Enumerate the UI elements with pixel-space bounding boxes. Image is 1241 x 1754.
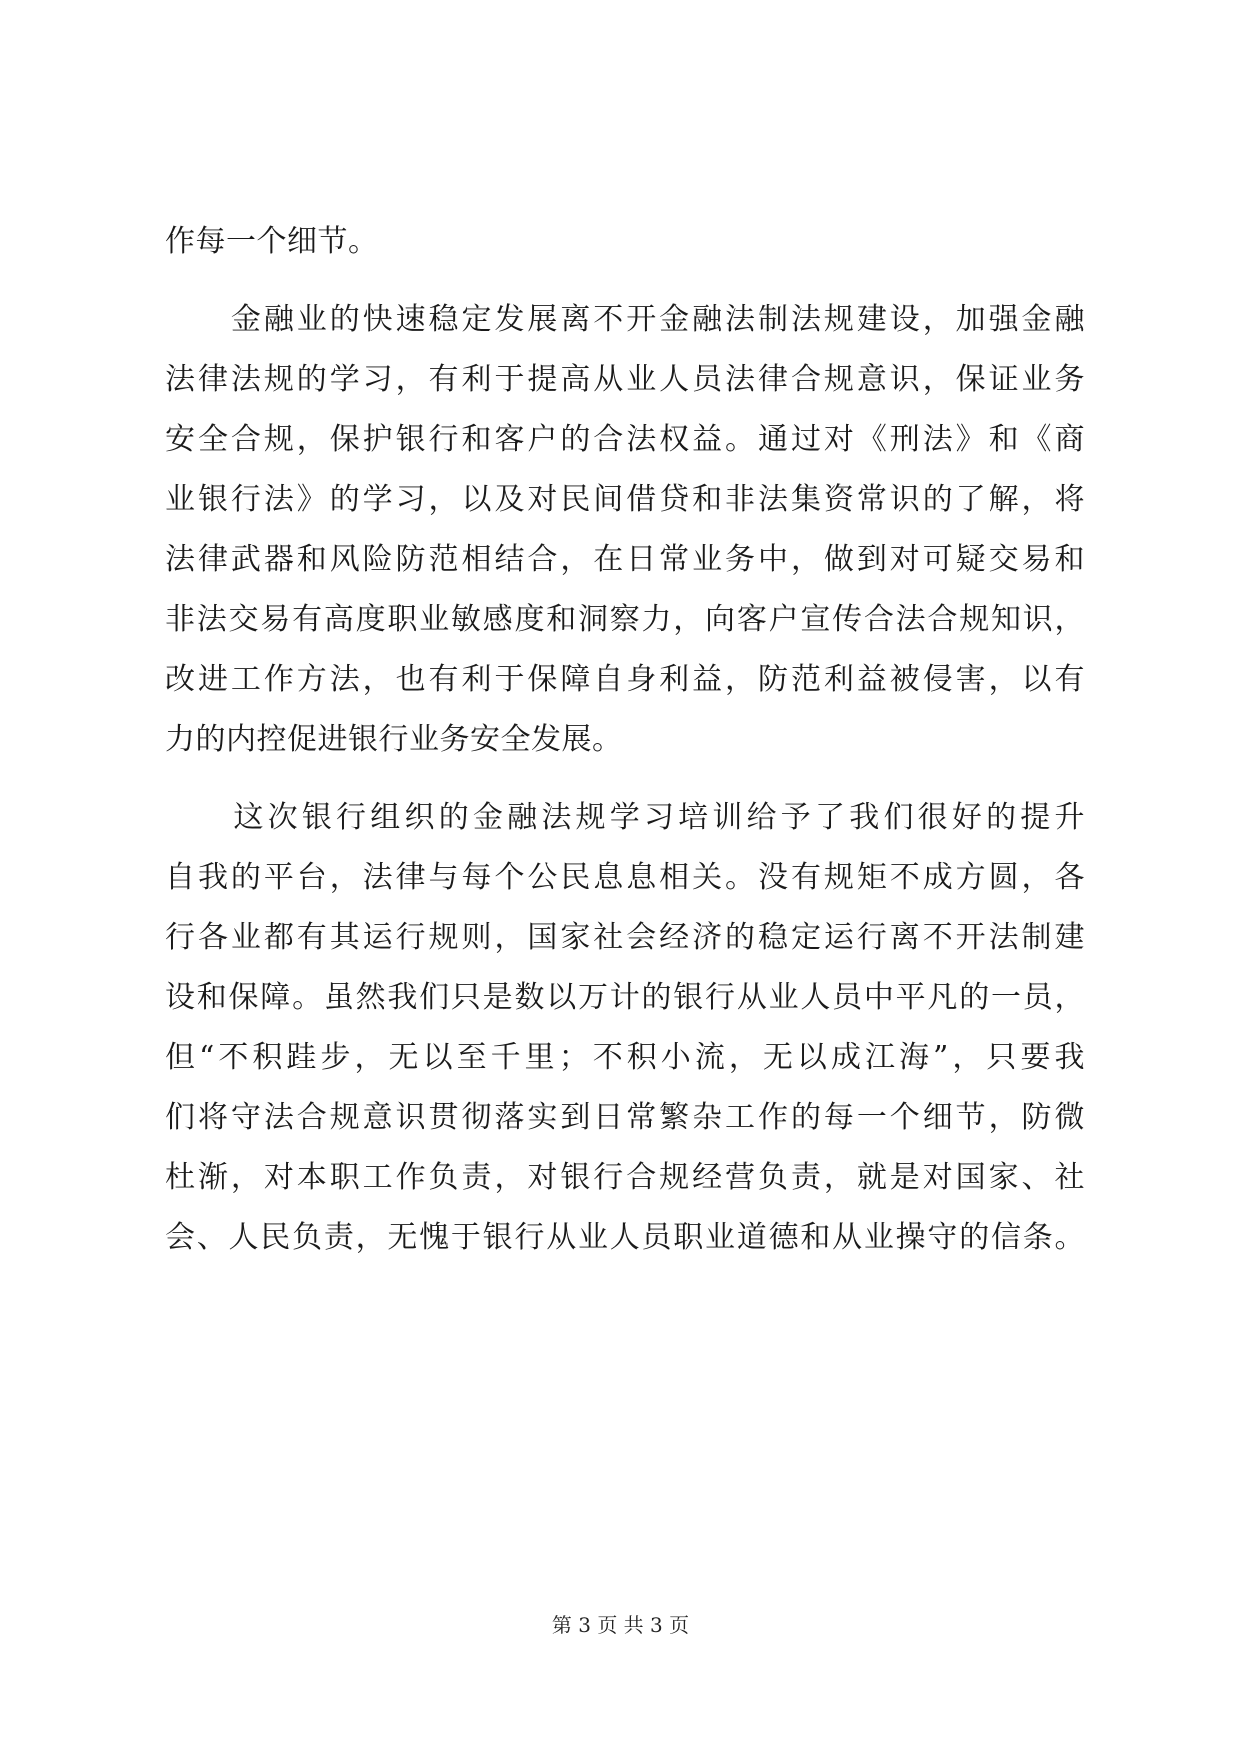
text-line: 们将守法合规意识贯彻落实到日常繁杂工作的每一个细节，防微 <box>165 1100 1085 1135</box>
text-line: 安全合规，保护银行和客户的合法权益。通过对《刑法》和《商 <box>165 422 1085 457</box>
text-line: 自我的平台，法律与每个公民息息相关。没有规矩不成方圆，各 <box>165 860 1085 895</box>
paragraph-3 <box>165 788 1085 1268</box>
paragraph-2 <box>165 290 1085 770</box>
text-line: 法律武器和风险防范相结合，在日常业务中，做到对可疑交易和 <box>165 542 1085 577</box>
document-body <box>165 212 1085 1268</box>
text-line: 杜渐，对本职工作负责，对银行合规经营负责，就是对国家、社 <box>165 1160 1085 1195</box>
text-line: 改进工作方法，也有利于保障自身利益，防范利益被侵害，以有 <box>165 662 1085 697</box>
text-line: 金融业的快速稳定发展离不开金融法制法规建设，加强金融 <box>165 302 1085 337</box>
text-line: 会、人民负责，无愧于银行从业人员职业道德和从业操守的信条。 <box>165 1220 1085 1255</box>
text-line: 业银行法》的学习，以及对民间借贷和非法集资常识的了解，将 <box>165 482 1085 517</box>
page-number: 第 3 页 共 3 页 <box>551 1613 690 1637</box>
text-line: 这次银行组织的金融法规学习培训给予了我们很好的提升 <box>165 800 1085 835</box>
text-line: 设和保障。虽然我们只是数以万计的银行从业人员中平凡的一员， <box>165 980 1085 1015</box>
text-line: 法律法规的学习，有利于提高从业人员法律合规意识，保证业务 <box>165 362 1085 397</box>
text-line: 作每一个细节。 <box>165 224 379 259</box>
text-line: 非法交易有高度职业敏感度和洞察力，向客户宣传合法合规知识， <box>165 602 1085 637</box>
text-line: 但“不积跬步，无以至千里；不积小流，无以成江海”，只要我 <box>165 1040 1085 1075</box>
text-line: 行各业都有其运行规则，国家社会经济的稳定运行离不开法制建 <box>165 920 1085 955</box>
paragraph-1 <box>165 212 1085 272</box>
text-line: 力的内控促进银行业务安全发展。 <box>165 722 623 757</box>
page-footer <box>0 1610 1241 1640</box>
